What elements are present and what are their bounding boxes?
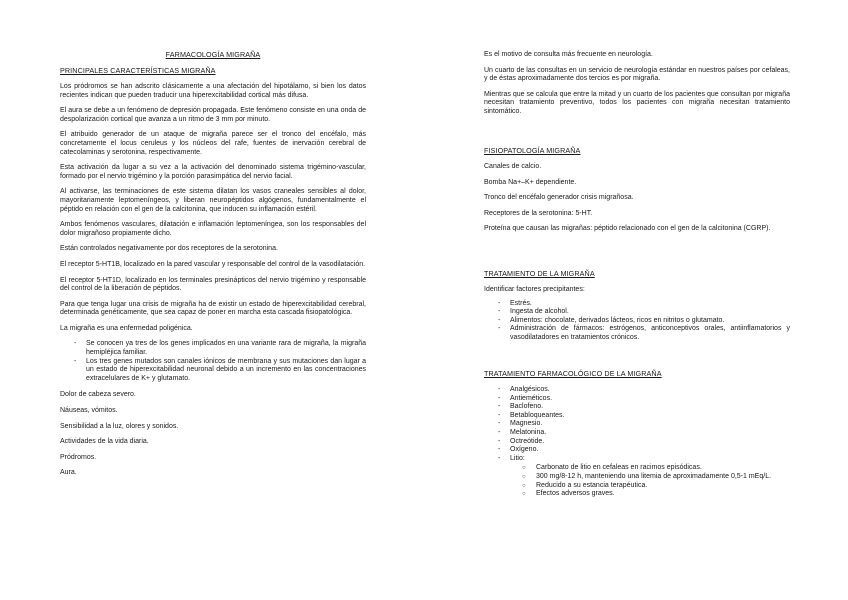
sub-list-item: ○ Efectos adversos graves. [510,490,790,499]
list-item: - Baclofeno. [484,403,790,412]
paragraph: El atribuido generador de un ataque de migraña parece ser el tronco del encéfalo, más concretamente el locus ceruleus y los núcleos del rafe, fuentes de inervación cerebral de catecolaminas y serotonina, respectivamente. [60,131,366,156]
paragraph: El receptor 5-HT1D, localizado en los terminales presinápticos del nervio trigémino y responsable del control de la liberación de péptidos. [60,276,366,293]
factors-list [484,300,790,343]
list-item: - Se conocen ya tres de los genes implicados en una variante rara de migraña, la migraña hemipléjica familiar. [60,340,366,357]
paragraph: Para que tenga lugar una crisis de migraña ha de existir un estado de hiperexcitabilidad cerebral, determinada genéticamente, que sea capaz de poner en marcha esta cascada fisiopatológica. [60,300,366,317]
list-item: Tronco del encéfalo generador crisis migrañosa. [484,194,634,202]
symptom-line: Pródromos. [60,453,97,461]
tratamiento-intro: Identificar factores precipitantes: [484,286,585,293]
tratamiento-body [484,286,790,343]
document-title: FARMACOLOGÍA MIGRAÑA [165,50,261,59]
list-item: Bomba Na+–K+ dependiente. [484,178,577,186]
paragraph: Los pródromos se han adscrito clásicamente a una afectación del hipotálamo, si bien los datos recientes indican que pueden traducir una hiperexcitabilidad cortical más difusa. [60,83,366,99]
list-item: - Ingesta de alcohol. [484,308,790,317]
intro-block [484,51,790,124]
paragraph: Al activarse, las terminaciones de este sistema dilatan los vasos craneales sensibles al dolor, mayoritariamente leptomeníngeos, y liberan neuropéptidos algógenos, fundamentalmente el péptido en relación con el gen de la calcitonina, que inducen su inflamación estéril. [60,188,366,213]
fisiopatologia-body [484,163,790,241]
section-title-farmacologico: TRATAMIENTO FARMACOLÓGICO DE LA MIGRAÑA [484,369,662,378]
section-title-tratamiento: TRATAMIENTO DE LA MIGRAÑA [484,269,595,278]
list-item [484,455,790,499]
symptom-line: Náuseas, vómitos. [60,407,118,415]
symptom-line: Actividades de la vida diaria. [60,438,149,446]
symptom-line: Sensibilidad a la luz, olores y sonidos. [60,422,179,430]
litio-label: Litio: [510,454,525,462]
list-item: - Analgésicos. [484,386,790,395]
paragraph: Mientras que se calcula que entre la mitad y un cuarto de los pacientes que consultan por migraña necesitan tratamiento preventivo, todos los pacientes con migraña necesitan tratamiento sintomático. [484,90,790,115]
list-item: - Alimentos: chocolate, derivados lácteos, ricos en nitritos o glutamato. [484,317,790,326]
list-item: - Administración de fármacos: estrógenos, anticonceptivos orales, antiinflamatorios y vasodilatadores en tratamientos crónicos. [484,325,790,342]
paragraph: Es el motivo de consulta más frecuente en neurología. [484,51,653,58]
symptom-line: Aura. [60,469,77,477]
farmacologico-body [484,386,790,499]
sub-list-item: ○ 300 mg/8-12 h, manteniendo una litemia de aproximadamente 0,5-1 mEq/L. [510,473,790,482]
list-item: Proteína que causan las migrañas: péptido relacionado con el gen de la calcitonina (CGRP). [484,225,771,233]
paragraph: El aura se debe a un fenómeno de depresión propagada. Este fenómeno consiste en una onda de despolarización cortical que avanza a un ritmo de 3 mm por minuto. [60,107,366,123]
drug-list [484,386,790,499]
symptom-line: Dolor de cabeza severo. [60,391,136,399]
paragraph: Esta activación da lugar a su vez a la activación del denominado sistema trigémino-vascular, formado por el nervio trigémino y la porción parasimpática del nervio facial. [60,164,366,180]
list-item: - Betabloqueantes. [484,412,790,421]
list-item: - Magnesio. [484,420,790,429]
section-title-caracteristicas: PRINCIPALES CARACTERÍSTICAS MIGRAÑA [60,66,216,75]
list-item: Receptores de la serotonina: 5-HT. [484,209,593,217]
list-item: - Octreótide. [484,438,790,447]
list-item: - Los tres genes mutados son canales iónicos de membrana y sus mutaciones dan lugar a un estado de hiperexcitabilidad neuronal debido a un incremento en las concentraciones extracelulares de K+ y glutamato. [60,358,366,384]
caracteristicas-body [60,83,366,485]
paragraph: Un cuarto de las consultas en un servicio de neurología estándar en nuestros países por cefaleas, y de éstas aproximadamente dos tercios es por migraña. [484,66,790,83]
list-item: Canales de calcio. [484,163,542,170]
list-item: - Melatonina. [484,429,790,438]
section-title-fisiopatologia: FISIOPATOLOGÍA MIGRAÑA [484,146,581,155]
sub-list-item: ○ Carbonato de litio en cefaleas en racimos episódicas. [510,464,790,473]
list-item: - Oxígeno. [484,446,790,455]
list-item: - Estrés. [484,300,790,309]
sub-list-item: ○ Reducido a su estancia terapéutica. [510,482,790,491]
paragraph: Ambos fenómenos vasculares, dilatación e inflamación leptomeníngea, son los responsables del dolor migrañoso propiamente dicho. [60,221,366,237]
paragraph: Están controlados negativamente por dos receptores de la serotonina. [60,245,278,253]
gene-list [60,340,366,383]
paragraph: El receptor 5-HT1B, localizado en la pared vascular y responsable del control de la vasodilatación. [60,260,366,268]
litio-sublist [510,464,790,498]
list-item: - Antieméticos. [484,395,790,404]
paragraph: La migraña es una enfermedad poligénica. [60,324,193,332]
